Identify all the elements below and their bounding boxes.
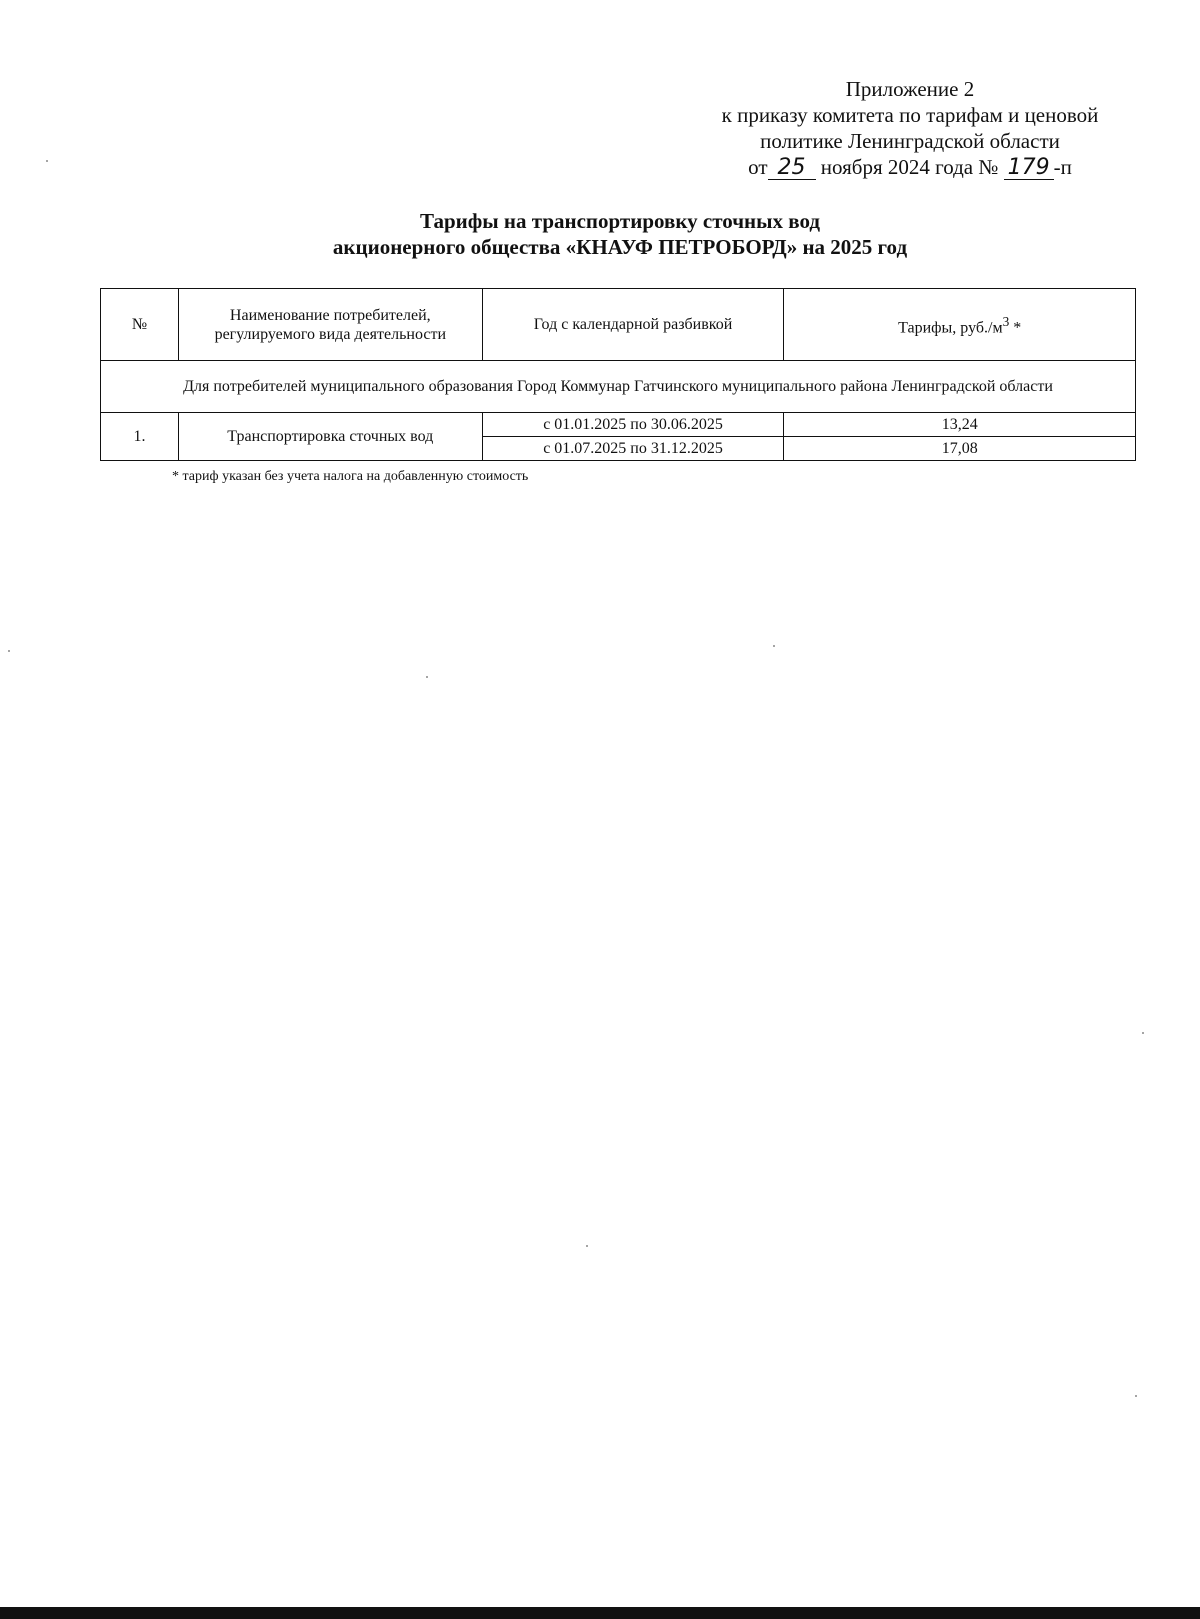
table-header-row (101, 289, 1136, 361)
header-name: Наименование потребителей, регулируемого вида деятельности (178, 289, 482, 361)
document-title (100, 208, 1140, 260)
handwritten-day: 25 (768, 157, 816, 180)
section-label: Для потребителей муниципального образования Город Коммунар Гатчинского муниципального района Ленинградской области (101, 361, 1136, 413)
row-period-2: с 01.07.2025 по 31.12.2025 (482, 437, 784, 461)
header-tariff (784, 289, 1136, 361)
scan-bottom-edge (0, 1607, 1200, 1619)
scan-speck (773, 645, 775, 647)
appendix-header (680, 76, 1140, 180)
row-period-1: с 01.01.2025 по 30.06.2025 (482, 413, 784, 437)
scan-speck (1142, 1032, 1144, 1034)
appendix-committee: политике Ленинградской области (760, 129, 1060, 153)
date-middle: ноября 2024 года № (820, 155, 999, 179)
header-period: Год с календарной разбивкой (482, 289, 784, 361)
tariff-table (100, 288, 1136, 461)
scan-speck (1135, 1395, 1137, 1397)
row-num: 1. (101, 413, 179, 461)
order-suffix: -п (1053, 155, 1072, 179)
handwritten-order-number: 179 (1004, 157, 1054, 180)
scan-speck (8, 650, 10, 652)
row-name: Транспортировка сточных вод (178, 413, 482, 461)
appendix-order-ref: к приказу комитета по тарифам и ценовой (721, 103, 1099, 127)
row-tariff-2: 17,08 (784, 437, 1136, 461)
vat-footnote: * тариф указан без учета налога на добавленную стоимость (172, 469, 529, 484)
section-row (101, 361, 1136, 413)
row-tariff-1: 13,24 (784, 413, 1136, 437)
scan-speck (586, 1245, 588, 1247)
scan-speck (426, 676, 428, 678)
date-prefix: от (748, 155, 768, 179)
table-row (101, 413, 1136, 437)
header-tariff-mark: * (1009, 319, 1022, 337)
title-line-1: Тарифы на транспортировку сточных вод (419, 209, 821, 233)
title-line-2: акционерного общества «КНАУФ ПЕТРОБОРД» на 2025 год (332, 235, 908, 259)
appendix-date-line (680, 154, 1140, 180)
header-num: № (101, 289, 179, 361)
scan-speck (46, 160, 48, 162)
appendix-number: Приложение 2 (845, 77, 975, 101)
header-tariff-label: Тарифы, руб./м (898, 319, 1003, 337)
header-tariff-sup: 3 (1002, 313, 1010, 329)
